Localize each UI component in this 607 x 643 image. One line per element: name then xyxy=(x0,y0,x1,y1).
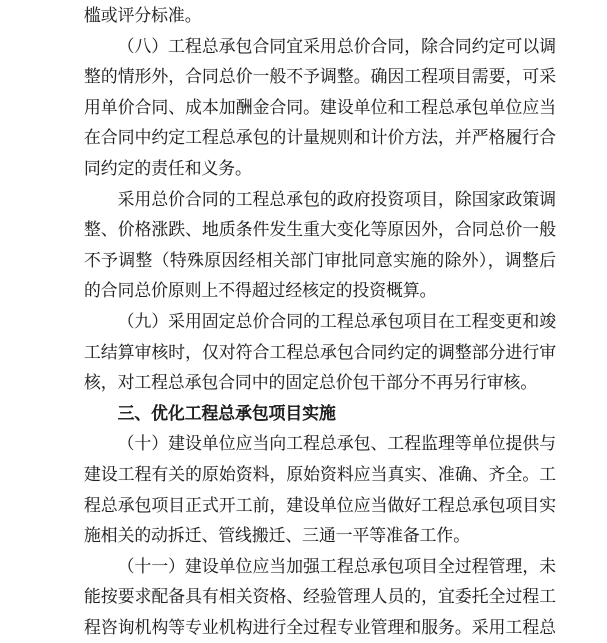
text-line: 能按要求配备具有相关资格、经验管理人员的，宜委托全过程工 xyxy=(84,587,556,607)
text-line: 程咨询机构等专业机构进行全过程专业管理和服务。采用工程总 xyxy=(84,617,556,637)
text-line: 程总承包项目正式开工前，建设单位应当做好工程总承包项目实 xyxy=(84,495,556,515)
text-line: 整的情形外，合同总价一般不予调整。确因工程项目需要，可采 xyxy=(84,67,556,87)
text-line: （十一）建设单位应当加强工程总承包项目全过程管理，未 xyxy=(117,556,556,576)
document-text-block xyxy=(84,1,556,643)
text-line: 的合同总价原则上不得超过经核定的投资概算。 xyxy=(84,281,437,301)
text-line: 整、价格涨跌、地质条件发生重大变化等原因外，合同总价一般 xyxy=(84,220,556,240)
text-line: 用单价合同、成本加酬金合同。建设单位和工程总承包单位应当 xyxy=(84,97,556,117)
text-line: 核，对工程总承包合同中的固定总价包干部分不再另行审核。 xyxy=(84,373,538,393)
text-line: 建设工程有关的原始资料，原始资料应当真实、准确、齐全。工 xyxy=(84,464,556,484)
text-line: （十）建设单位应当向工程总承包、工程监理等单位提供与 xyxy=(117,434,556,454)
text-line: 在合同中约定工程总承包的计量规则和计价方法，并严格履行合 xyxy=(84,128,556,148)
text-line: 槛或评分标准。 xyxy=(84,6,202,25)
text-line: 施相关的动拆迁、管线搬迁、三通一平等准备工作。 xyxy=(84,526,470,546)
section-heading: 三、优化工程总承包项目实施 xyxy=(117,403,336,423)
text-line: 工结算审核时，仅对符合工程总承包合同约定的调整部分进行审 xyxy=(84,342,556,362)
text-line: 不予调整（特殊原因经相关部门审批同意实施的除外），调整后 xyxy=(84,250,556,270)
text-line: 同约定的责任和义务。 xyxy=(84,158,252,178)
text-line: 采用总价合同的工程总承包的政府投资项目，除国家政策调 xyxy=(117,189,556,209)
text-line: （八）工程总承包合同宜采用总价合同，除合同约定可以调 xyxy=(117,36,556,56)
text-line: （九）采用固定总价合同的工程总承包项目在工程变更和竣 xyxy=(117,311,556,331)
